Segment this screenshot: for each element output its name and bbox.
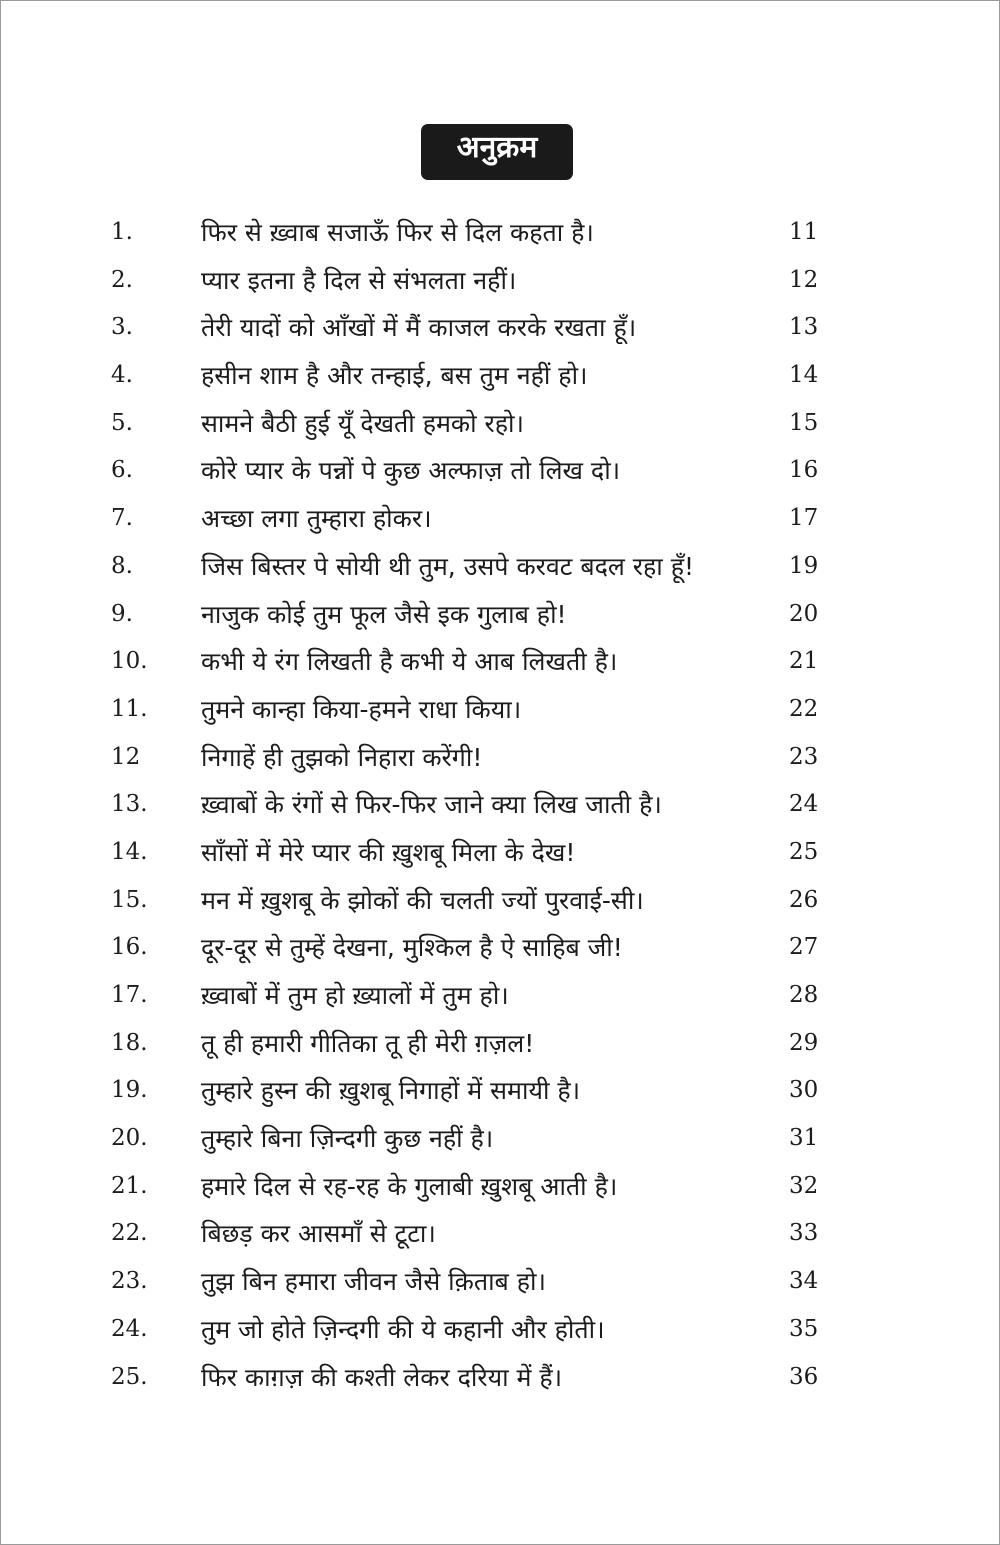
entry-number: 1. bbox=[111, 219, 133, 245]
entry-number: 11. bbox=[111, 695, 148, 722]
toc-entry bbox=[1, 591, 1000, 639]
entry-title: सामने बैठी हुई यूँ देखती हमको रहो। bbox=[201, 408, 525, 438]
table-of-contents bbox=[1, 209, 1000, 1401]
entry-page-number: 12 bbox=[789, 266, 819, 293]
entry-title: प्यार इतना है दिल से संभलता नहीं। bbox=[201, 265, 517, 295]
toc-entry bbox=[1, 1306, 1000, 1354]
toc-entry bbox=[1, 400, 1000, 448]
entry-title: फिर काग़ज़ की कश्ती लेकर दरिया में हैं। bbox=[201, 1362, 563, 1392]
toc-entry bbox=[1, 686, 1000, 734]
entry-title: कोरे प्यार के पन्नों पे कुछ अल्फाज़ तो लिख दो। bbox=[201, 456, 621, 486]
toc-entry bbox=[1, 734, 1000, 782]
entry-number: 9. bbox=[111, 600, 133, 627]
entry-page-number: 26 bbox=[789, 886, 819, 913]
entry-page-number: 22 bbox=[789, 695, 819, 722]
toc-entry bbox=[1, 543, 1000, 591]
entry-page-number: 24 bbox=[789, 791, 819, 818]
entry-title: साँसों में मेरे प्यार की ख़ुशबू मिला के देख! bbox=[201, 837, 576, 867]
entry-title: तू ही हमारी गीतिका तू ही मेरी ग़ज़ल! bbox=[201, 1028, 535, 1058]
entry-number: 7. bbox=[111, 505, 133, 532]
entry-page-number: 21 bbox=[789, 648, 819, 675]
entry-page-number: 15 bbox=[789, 409, 819, 436]
entry-number: 17. bbox=[111, 982, 148, 1008]
entry-title: नाजुक कोई तुम फूल जैसे इक गुलाब हो! bbox=[201, 599, 567, 629]
toc-entry bbox=[1, 1163, 1000, 1211]
entry-page-number: 28 bbox=[789, 982, 819, 1008]
entry-number: 19. bbox=[111, 1077, 148, 1104]
entry-page-number: 36 bbox=[789, 1363, 819, 1390]
entry-page-number: 16 bbox=[789, 457, 819, 484]
entry-number: 12 bbox=[111, 743, 141, 770]
toc-entry bbox=[1, 877, 1000, 925]
toc-entry bbox=[1, 1115, 1000, 1163]
entry-page-number: 13 bbox=[789, 314, 819, 341]
toc-entry bbox=[1, 1020, 1000, 1068]
entry-title: ख़्वाबों में तुम हो ख़्यालों में तुम हो। bbox=[201, 981, 509, 1010]
heading-wrapper bbox=[1, 124, 1000, 180]
entry-title: दूर-दूर से तुम्हें देखना, मुश्किल है ऐ साहिब जी! bbox=[201, 933, 623, 963]
entry-number: 13. bbox=[111, 791, 148, 818]
entry-number: 22. bbox=[111, 1220, 148, 1247]
entry-page-number: 33 bbox=[789, 1220, 819, 1247]
entry-page-number: 31 bbox=[789, 1125, 819, 1152]
entry-title: तुमने कान्हा किया-हमने राधा किया। bbox=[201, 694, 522, 724]
entry-number: 16. bbox=[111, 934, 148, 961]
entry-title: तुम्हारे बिना ज़िन्दगी कुछ नहीं है। bbox=[201, 1124, 494, 1154]
toc-entry bbox=[1, 638, 1000, 686]
toc-entry bbox=[1, 495, 1000, 543]
entry-number: 3. bbox=[111, 314, 133, 341]
entry-title: बिछड़ कर आसमाँ से टूटा। bbox=[201, 1219, 436, 1249]
entry-number: 21. bbox=[111, 1172, 148, 1199]
toc-entry bbox=[1, 1067, 1000, 1115]
toc-entry bbox=[1, 1210, 1000, 1258]
entry-number: 24. bbox=[111, 1315, 148, 1342]
entry-number: 8. bbox=[111, 552, 133, 579]
entry-title: तेरी यादों को आँखों में मैं काजल करके रखता हूँ। bbox=[201, 313, 637, 343]
entry-title: हसीन शाम है और तन्हाई, बस तुम नहीं हो। bbox=[201, 361, 588, 391]
toc-entry bbox=[1, 209, 1000, 257]
entry-page-number: 19 bbox=[789, 552, 819, 579]
entry-title: कभी ये रंग लिखती है कभी ये आब लिखती है। bbox=[201, 647, 618, 677]
entry-number: 18. bbox=[111, 1029, 148, 1056]
entry-title: अच्छा लगा तुम्हारा होकर। bbox=[201, 504, 432, 534]
entry-page-number: 14 bbox=[789, 362, 819, 389]
toc-entry bbox=[1, 781, 1000, 829]
entry-number: 23. bbox=[111, 1268, 148, 1295]
entry-title: फिर से ख़्वाब सजाऊँ फिर से दिल कहता है। bbox=[201, 218, 594, 247]
entry-page-number: 25 bbox=[789, 838, 819, 865]
entry-page-number: 27 bbox=[789, 934, 819, 961]
entry-number: 5. bbox=[111, 409, 133, 436]
entry-title: तुम जो होते ज़िन्दगी की ये कहानी और होती। bbox=[201, 1314, 605, 1344]
entry-page-number: 17 bbox=[789, 505, 819, 532]
entry-page-number: 32 bbox=[789, 1172, 819, 1199]
entry-number: 10. bbox=[111, 648, 148, 675]
entry-page-number: 34 bbox=[789, 1268, 819, 1295]
entry-number: 15. bbox=[111, 886, 148, 913]
entry-page-number: 11 bbox=[789, 219, 819, 245]
toc-entry bbox=[1, 304, 1000, 352]
toc-entry bbox=[1, 257, 1000, 305]
toc-entry bbox=[1, 447, 1000, 495]
entry-title: हमारे दिल से रह-रह के गुलाबी ख़ुशबू आती है। bbox=[201, 1171, 618, 1201]
entry-number: 4. bbox=[111, 362, 133, 389]
entry-title: निगाहें ही तुझको निहारा करेंगी! bbox=[201, 742, 483, 772]
entry-number: 14. bbox=[111, 838, 148, 865]
entry-page-number: 23 bbox=[789, 743, 819, 770]
toc-entry bbox=[1, 924, 1000, 972]
entry-title: तुम्हारे हुस्न की ख़ुशबू निगाहों में समायी है। bbox=[201, 1076, 581, 1106]
entry-page-number: 29 bbox=[789, 1029, 819, 1056]
entry-page-number: 30 bbox=[789, 1077, 819, 1104]
entry-title: तुझ बिन हमारा जीवन जैसे क़िताब हो। bbox=[201, 1267, 547, 1297]
entry-title: ख़्वाबों के रंगों से फिर-फिर जाने क्या लिख जाती है। bbox=[201, 790, 662, 820]
entry-title: मन में ख़ुशबू के झोकों की चलती ज्यों पुरवाई-सी। bbox=[201, 885, 644, 915]
entry-title: जिस बिस्तर पे सोयी थी तुम, उसपे करवट बदल रहा हूँ! bbox=[201, 551, 694, 581]
entry-number: 6. bbox=[111, 457, 133, 484]
toc-heading: अनुक्रम bbox=[421, 124, 573, 180]
entry-page-number: 35 bbox=[789, 1315, 819, 1342]
entry-page-number: 20 bbox=[789, 600, 819, 627]
toc-entry bbox=[1, 1354, 1000, 1402]
entry-number: 25. bbox=[111, 1363, 148, 1390]
toc-entry bbox=[1, 972, 1000, 1020]
entry-number: 2. bbox=[111, 266, 133, 293]
toc-entry bbox=[1, 1258, 1000, 1306]
toc-entry bbox=[1, 352, 1000, 400]
toc-entry bbox=[1, 829, 1000, 877]
entry-number: 20. bbox=[111, 1125, 148, 1152]
